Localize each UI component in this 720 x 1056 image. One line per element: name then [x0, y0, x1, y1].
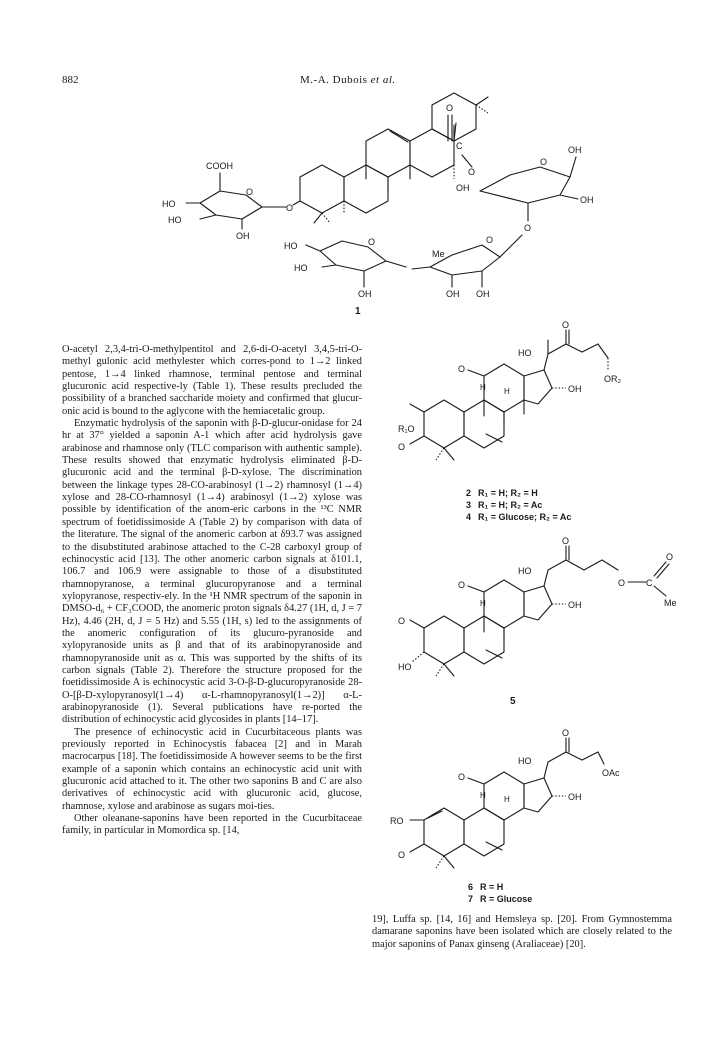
- structure-5: [398, 536, 688, 686]
- label-11-oxo: O: [458, 364, 466, 374]
- label-ara-o2: O: [524, 223, 532, 233]
- label-rha-oh1: OH: [446, 289, 460, 299]
- label-glca-glyco-o: O: [286, 203, 294, 213]
- label-carbonyl-o: O: [446, 103, 454, 113]
- paragraph-1: O-acetyl 2,3,4-tri-O-methylpentitol and 2,6-di-O-acetyl 3,4,5-tri-O-methyl gulonic acid methylester which corres-pond to 1→2 linked pentose, 1→4 linked rhamnose, terminal pentose and terminal glucuronic acid respective-ly (Table 1). These results precluded the possibility of a branched saccharide moiety and confirmed that glucur-onic acid is bound to the aglycone with the hemiacetalic group.: [62, 344, 362, 417]
- paragraph-3: The presence of echinocystic acid in Cucurbitaceous plants was previously reported in Echinocystis fabacea [2] and in Marah macrocarpus [18]. The foetidissimoside A however seems to be the first example of a saponin which contains an echinocystic acid unit with glucuronic acid attached to it. The other two saponins B and C are also derivatives of echinocystic acid with glucuronic acid, glucose, rhamnose, xylose and arabinose as sugars moi-ties.: [62, 726, 362, 812]
- label-xyl-oh: OH: [358, 289, 372, 299]
- aglycone-rings: [300, 93, 488, 223]
- author-name: M.-A. Dubois: [300, 74, 368, 86]
- author-suffix: et al.: [370, 74, 396, 86]
- label-20-ho-6: HO: [518, 756, 532, 766]
- label-xyl-ring-o: O: [368, 237, 376, 247]
- label-xyl-ho2: HO: [294, 263, 308, 273]
- paragraph-2: Enzymatic hydrolysis of the saponin with β-D-glucur-onidase for 24 hr at 37° yielded a saponin A-1 which after acid hydrolysis gave arabinose and rhamnose only (TLC comparison with authentic sample). These results showed that enzymatic hydrolysis eliminated β-D-glucuronic acid and the terminal β-D-xylose. The discrimination between the linkage types 28-CO-arabinosyl (1→2) rhamnosyl (1→4) xylose and 28-CO-rhamnosyl (1→4) arabinosyl (1→2) xylose was possible by identification of the anom-eric carbons in the ¹³C NMR spectrum of foetidissimoside A (Table 2) by comparison with data of the literature. The signal of the anomeric carbon at δ93.7 was assigned to the disubstituted arabinose attached to the C-28 carboxyl group of echinocystic acid [13]. The other anomeric carbon signals at δ101.1, 106.7 and 106.9 were assignable to those of a disubstituted rhamnopyranose, a terminal glucuropyranose and a terminal xylopyranose, respectiv-ely. In the ¹H NMR spectrum of the saponin in DMSO-d₆ + CF₃COOD, the anomeric proton signals δ4.27 (1H, d, J = 7 Hz), 4.46 (2H, d, J = 5 Hz) and 5.55 (1H, s) led to the assignments of the anomeric configuration of its glucuro-pyranoside and xylopyranoside units as β and that of its arabinopyranoside and rhamnopyranoside unit as α. This was supported by the shifts of its carbon signals (Table 2). Therefore the structure proposed for the foetidissimoside A is echinocystic acid 3-O-β-D-glucuropyranoside 28-O-[β-D-xylopyranosyl(1→4) α-L-rhamnopyranosyl(1→2)] α-L-arabinopyranoside (1). Several publications have re-ported the distribution of echinocystic acid glycosides in plants [14–17].: [62, 418, 362, 726]
- label-3-oxo: O: [398, 442, 406, 452]
- running-author: [300, 74, 396, 86]
- label-ester-o-5: O: [618, 578, 626, 588]
- legend-row-2: 2 R₁ = H; R₂ = H: [466, 488, 538, 498]
- label-11-oxo-6: O: [458, 772, 466, 782]
- label-acetyl-o: O: [666, 552, 674, 562]
- label-or2: OR₂: [604, 374, 621, 384]
- label-rha-oh2: OH: [476, 289, 490, 299]
- label-h9-5: H: [480, 599, 486, 608]
- structure-6-7: [390, 728, 638, 878]
- label-ho-5: HO: [398, 662, 412, 672]
- left-text-column: [62, 344, 362, 838]
- label-r1o: R₁O: [398, 424, 415, 434]
- label-h9-6: H: [480, 791, 486, 800]
- label-16-oh-5: OH: [568, 600, 582, 610]
- label-glca-ho2: HO: [168, 215, 182, 225]
- label-h8-6: H: [504, 795, 510, 804]
- label-h9: H: [480, 383, 486, 392]
- label-acetyl-c: C: [646, 578, 653, 588]
- label-glca-ring-o: O: [246, 187, 254, 197]
- label-3-oxo-5: O: [398, 616, 406, 626]
- legend-row-7: 7 R = Glucose: [468, 894, 533, 904]
- structure-2-4: [398, 320, 621, 480]
- legend-row-4: 4 R₁ = Glucose; R₂ = Ac: [466, 512, 572, 522]
- label-22-oxo: O: [562, 320, 570, 330]
- label-ara-oh2: OH: [580, 195, 594, 205]
- page-number: 882: [62, 74, 79, 86]
- rhamnose-unit: [412, 235, 522, 299]
- legend-compounds-6-7: [468, 882, 532, 906]
- label-16-oh: OH: [456, 183, 470, 193]
- label-c28: C: [456, 141, 463, 151]
- structure-1-foetidissimoside-a: [150, 95, 610, 305]
- label-3-oxo-6: O: [398, 850, 406, 860]
- right-text-column: [372, 914, 672, 951]
- label-oac: OAc: [602, 768, 620, 778]
- label-acetyl-me: Me: [664, 598, 677, 608]
- label-rha-ring-o: O: [486, 235, 494, 245]
- paragraph-5: 19], Luffa sp. [14, 16] and Hemsleya sp. [20]. From Gymnostemma damarane saponins have been isolated which are closely related to the major saponins of Panax ginseng (Araliaceae) [20].: [372, 914, 672, 950]
- label-ro: RO: [390, 816, 404, 826]
- legend-row-3: 3 R₁ = H; R₂ = Ac: [466, 500, 543, 510]
- label-ester-o: O: [468, 167, 476, 177]
- label-22-oxo-5: O: [562, 536, 570, 546]
- label-ara-ring-o: O: [540, 157, 548, 167]
- label-h8: H: [504, 387, 510, 396]
- label-20-ho: HO: [518, 348, 532, 358]
- legend-compounds-2-4: [466, 488, 571, 524]
- label-me: Me: [432, 249, 445, 259]
- label-glca-ho1: HO: [162, 199, 176, 209]
- label-glca-oh: OH: [236, 231, 250, 241]
- label-xyl-ho1: HO: [284, 241, 298, 251]
- legend-row-6: 6 R = H: [468, 882, 504, 892]
- paragraph-4: Other oleanane-saponins have been reported in the Cucurbitaceae family, in particular in Momordica sp. [14,: [62, 813, 362, 837]
- compound-label-5: 5: [510, 696, 516, 707]
- arabinose-unit: [480, 145, 594, 233]
- label-20-ho-5: HO: [518, 566, 532, 576]
- glucuronic-acid-unit: [162, 161, 300, 241]
- label-22-oxo-6: O: [562, 728, 570, 738]
- label-16-oh-2: OH: [568, 384, 582, 394]
- label-ara-oh1: OH: [568, 145, 582, 155]
- label-16-oh-6: OH: [568, 792, 582, 802]
- compound-label-1: 1: [355, 306, 361, 317]
- label-11-oxo-5: O: [458, 580, 466, 590]
- xylose-unit: [284, 237, 406, 299]
- label-cooh: COOH: [206, 161, 233, 171]
